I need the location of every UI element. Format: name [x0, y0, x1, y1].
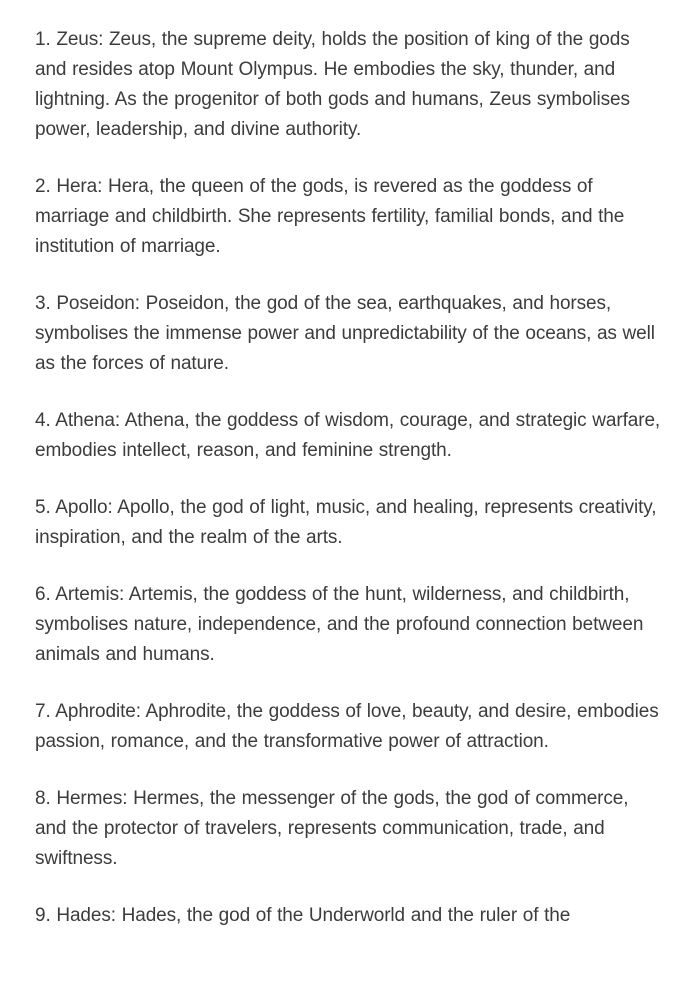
- numbered-list: [35, 25, 662, 931]
- list-item-poseidon: 3. Poseidon: Poseidon, the god of the sea, earthquakes, and horses, symbolises the immense power and unpredictability of the oceans, as well as the forces of nature.: [35, 293, 655, 374]
- list-item-hera: 2. Hera: Hera, the queen of the gods, is revered as the goddess of marriage and childbirth. She represents fertility, familial bonds, and the institution of marriage.: [35, 176, 625, 257]
- list-item-hermes: 8. Hermes: Hermes, the messenger of the gods, the god of commerce, and the protector of travelers, represents communication, trade, and swiftness.: [35, 788, 629, 869]
- list-item-hades: 9. Hades: Hades, the god of the Underworld and the ruler of the: [35, 905, 571, 926]
- list-item-apollo: 5. Apollo: Apollo, the god of light, music, and healing, represents creativity, inspiration, and the realm of the arts.: [35, 497, 657, 548]
- list-item-artemis: 6. Artemis: Artemis, the goddess of the hunt, wilderness, and childbirth, symbolises nature, independence, and the profound connection between animals and humans.: [35, 584, 644, 665]
- list-item-athena: 4. Athena: Athena, the goddess of wisdom, courage, and strategic warfare, embodies intellect, reason, and feminine strength.: [35, 410, 661, 461]
- list-item-zeus: 1. Zeus: Zeus, the supreme deity, holds the position of king of the gods and resides atop Mount Olympus. He embodies the sky, thunder, and lightning. As the progenitor of both gods and humans, Zeus symbolises power, leadership, and divine authority.: [35, 29, 630, 140]
- list-item-aphrodite: 7. Aphrodite: Aphrodite, the goddess of love, beauty, and desire, embodies passion, romance, and the transformative power of attraction.: [35, 701, 659, 752]
